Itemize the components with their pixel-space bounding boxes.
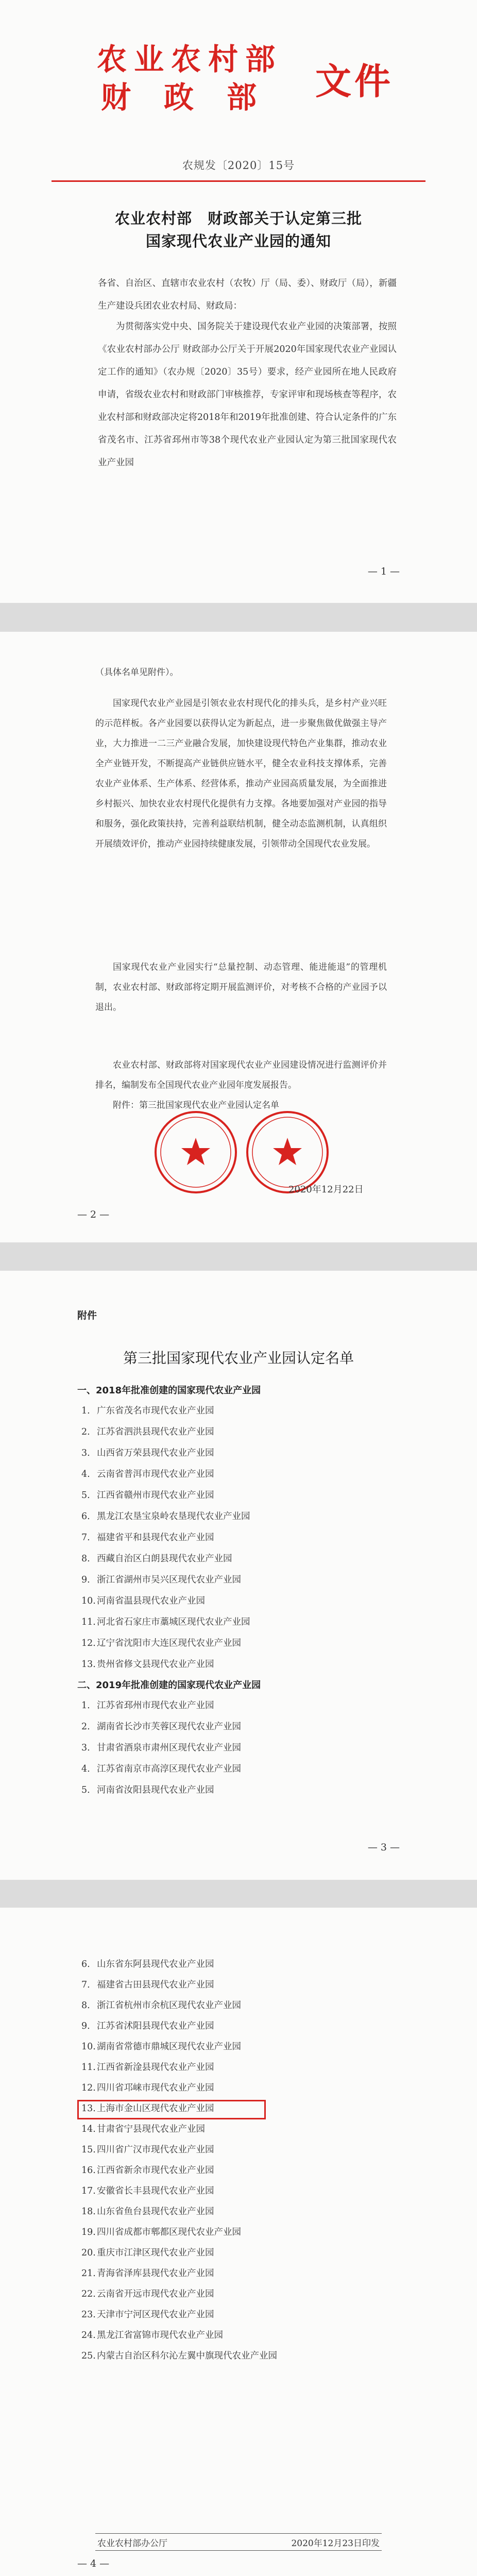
list-item: 14. 甘肃省宁县现代农业产业园: [81, 2124, 205, 2134]
list-item: 20. 重庆市江津区现代农业产业园: [81, 2248, 214, 2258]
section-heading: 一、2018年批准创建的国家现代农业产业园: [77, 1385, 261, 1396]
park-list-2019: [81, 1695, 241, 1801]
list-item: 15. 四川省广汉市现代农业产业园: [81, 2145, 214, 2155]
list-item: 10. 湖南省常德市鼎城区现代农业产业园: [81, 2042, 241, 2052]
signing-date: 2020年12月22日: [288, 1184, 364, 1195]
list-item: 19. 四川省成都市郫都区现代农业产业园: [81, 2227, 241, 2237]
body-paragraph: 农业农村部、财政部将对国家现代农业产业园建设情况进行监测评价并排名，编制发布全国现代农业产业园年度发展报告。: [95, 1060, 387, 1090]
page-number: — 2 —: [77, 1209, 110, 1220]
attachment-label: 附件: [77, 1310, 97, 1321]
attachment-note: 附件：第三批国家现代农业产业园认定名单: [113, 1100, 279, 1110]
ministry-seal-left: [155, 1111, 237, 1193]
list-item: 4. 江苏省南京市高淳区现代农业产业园: [81, 1764, 241, 1774]
list-item: 24. 黑龙江省富锦市现代农业产业园: [81, 2330, 223, 2341]
red-header: [0, 31, 477, 113]
list-item: 17. 安徽省长丰县现代农业产业园: [81, 2186, 214, 2196]
list-item: 9. 浙江省湖州市吴兴区现代农业产业园: [81, 1575, 241, 1585]
footer-date: 2020年12月23日印发: [291, 2538, 380, 2549]
list-item: 7. 福建省平和县现代农业产业园: [81, 1533, 214, 1543]
body-paragraph: （具体名单见附件）。: [95, 667, 179, 678]
header-issuer-1: 农业农村部: [97, 42, 283, 77]
addressee: 各省、自治区、直辖市农业农村（农牧）厅（局、委）、财政厅（局），新疆生产建设兵团农业农村局、财政局：: [98, 278, 397, 311]
red-divider: [52, 180, 425, 182]
park-list-2019-continued: [81, 1954, 277, 2366]
list-item: 10. 河南省温县现代农业产业园: [81, 1596, 205, 1606]
section-heading: 二、2019年批准创建的国家现代农业产业园: [77, 1680, 261, 1691]
header-wenjian: 文件: [315, 60, 394, 103]
document-number: 农规发〔2020〕15号: [182, 159, 295, 172]
list-item: 16. 江西省新余市现代农业产业园: [81, 2165, 214, 2176]
document-title-line-1: 农业农村部 财政部关于认定第三批: [114, 210, 362, 227]
list-item: 8. 浙江省杭州市余杭区现代农业产业园: [81, 2000, 241, 2011]
list-item: 6. 山东省东阿县现代农业产业园: [81, 1959, 214, 1969]
list-item: 21. 青海省泽库县现代农业产业园: [81, 2268, 214, 2279]
footer-issuer: 农业农村部办公厅: [97, 2538, 167, 2549]
list-item: 12. 辽宁省沈阳市大连区现代农业产业园: [81, 1638, 241, 1648]
list-item: 13. 贵州省修文县现代农业产业园: [81, 1659, 214, 1670]
list-item: 1. 江苏省邳州市现代农业产业园: [81, 1701, 214, 1711]
document-title-line-2: 国家现代农业产业园的通知: [145, 232, 331, 250]
list-item: 11. 江西省新淦县现代农业产业园: [81, 2062, 214, 2073]
list-item: 2. 湖南省长沙市芙蓉区现代农业产业园: [81, 1722, 241, 1732]
print-footer: [95, 2533, 382, 2551]
list-item: 8. 西藏自治区白朗县现代农业产业园: [81, 1554, 232, 1564]
list-item: 25. 内蒙古自治区科尔沁左翼中旗现代农业产业园: [81, 2351, 277, 2361]
document-page-4: [0, 1908, 477, 2576]
list-item: 12. 四川省邛崃市现代农业产业园: [81, 2083, 214, 2093]
list-item: 4. 云南省普洱市现代农业产业园: [81, 1469, 214, 1479]
list-item: 9. 江苏省沭阳县现代农业产业园: [81, 2021, 214, 2031]
highlight-box: [77, 2100, 266, 2119]
list-item: 5. 江西省赣州市现代农业产业园: [81, 1490, 214, 1501]
park-list-2018: [81, 1401, 250, 1675]
list-item: 2. 江苏省泗洪县现代农业产业园: [81, 1427, 214, 1437]
list-item: 6. 黑龙江农垦宝泉岭农垦现代农业产业园: [81, 1511, 250, 1522]
document-page-2: [0, 632, 477, 1242]
page-number: — 1 —: [367, 566, 400, 577]
ministry-seal-right: [246, 1111, 329, 1193]
body-paragraph: 国家现代农业产业园是引领农业农村现代化的排头兵，是乡村产业兴旺的示范样板。各产业园要以获得认定为新起点，进一步聚焦做优做强主导产业，大力推进一二三产业融合发展，加快建设现代特色产业集群，推动农业全产业链开发，不断提高产业链供应链水平，健全农业科技支撑体系，完善农业产业体系、生产体系、经营体系，推动产业园高质量发展，为全面推进乡村振兴、加快农业农村现代化提供有力支撑。各地要加强对产业园的指导和服务，强化政策扶持，完善利益联结机制，健全动态监测机制，认真组织开展绩效评价，推动产业园持续健康发展，引领带动全国现代农业发展。: [95, 698, 387, 849]
body-paragraph: 国家现代农业产业园实行“总量控制、动态管理、能进能退”的管理机制，农业农村部、财政部将定期开展监测评价，对考核不合格的产业园予以退出。: [95, 962, 387, 1013]
list-item: 1. 广东省茂名市现代农业产业园: [81, 1406, 214, 1416]
list-item: 7. 福建省古田县现代农业产业园: [81, 1980, 214, 1990]
document-page-1: [0, 0, 477, 603]
list-item: 5. 河南省汝阳县现代农业产业园: [81, 1785, 214, 1795]
list-item: 11. 河北省石家庄市藁城区现代农业产业园: [81, 1617, 250, 1627]
header-issuer-2: 财 政 部: [101, 80, 257, 115]
list-item: 22. 云南省开远市现代农业产业园: [81, 2289, 214, 2299]
list-item: 18. 山东省鱼台县现代农业产业园: [81, 2207, 214, 2217]
list-item: 3. 甘肃省酒泉市肃州区现代农业产业园: [81, 1743, 241, 1753]
list-title: 第三批国家现代农业产业园认定名单: [123, 1350, 354, 1367]
list-item: 3. 山西省万荣县现代农业产业园: [81, 1448, 214, 1458]
page-number: — 3 —: [367, 1842, 400, 1853]
list-item: 23. 天津市宁河区现代农业产业园: [81, 2310, 214, 2320]
list-item: 13. 上海市金山区现代农业产业园: [81, 2103, 214, 2114]
body-paragraph: 为贯彻落实党中央、国务院关于建设现代农业产业园的决策部署，按照《农业农村部办公厅 财政部办公厅关于开展2020年国家现代农业产业园认定工作的通知》（农办规〔2020〕35号）要求，经产业园所在地人民政府申请，省级农业农村和财政部门审核推荐，专家评审和现场核查等程序，农业农村部和财政部决定将2018年和2019年批准创建、符合认定条件的广东省茂名市、江苏省邳州市等38个现代农业产业园认定为第三批国家现代农业产业园: [98, 322, 397, 468]
document-page-3: [0, 1271, 477, 1880]
page-number: — 4 —: [77, 2558, 110, 2569]
